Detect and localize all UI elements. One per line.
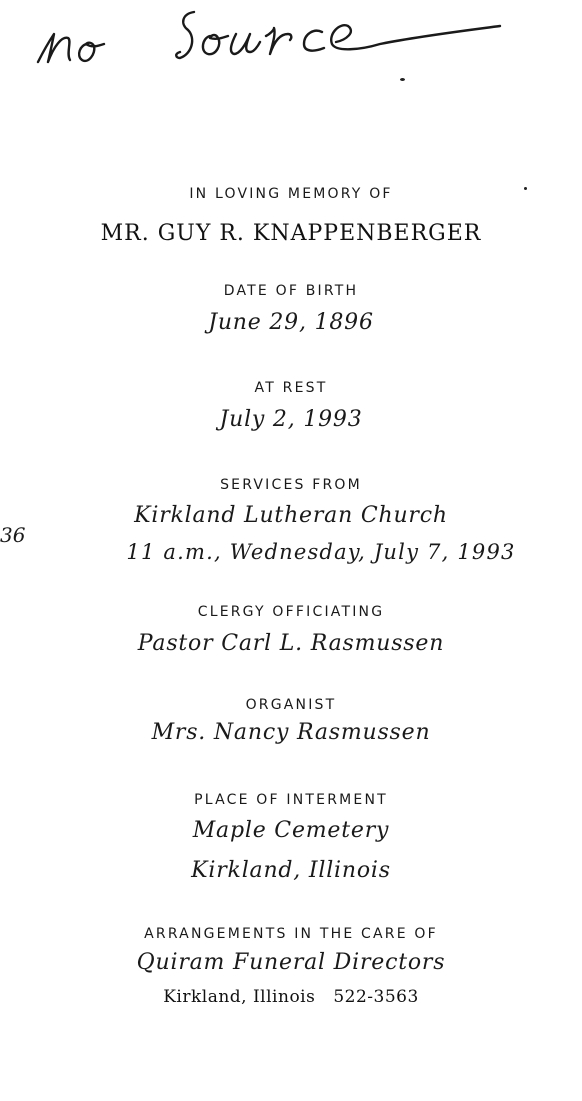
scan-speck xyxy=(400,78,405,81)
interment-city: Kirkland, Illinois xyxy=(191,858,391,883)
heading: IN LOVING MEMORY OF xyxy=(189,186,393,202)
services-time: 11 a.m., Wednesday, July 7, 1993 xyxy=(126,540,516,564)
rest-label: AT REST xyxy=(254,380,328,396)
birth-label: DATE OF BIRTH xyxy=(223,283,359,299)
organist-label: ORGANIST xyxy=(245,697,337,713)
birth-date: June 29, 1896 xyxy=(208,310,374,335)
services-place: Kirkland Lutheran Church xyxy=(134,503,448,528)
services-label: SERVICES FROM xyxy=(220,477,362,493)
funeral-director: Quiram Funeral Directors xyxy=(136,950,446,975)
arrangements-label: ARRANGEMENTS IN THE CARE OF xyxy=(144,926,438,942)
handwritten-note-drawing xyxy=(30,0,510,80)
clergy-label: CLERGY OFFICIATING xyxy=(197,604,385,620)
handwritten-note xyxy=(30,0,510,80)
director-city: Kirkland, Illinois xyxy=(163,987,316,1007)
director-phone: 522-3563 xyxy=(333,987,419,1007)
clergy-name: Pastor Carl L. Rasmussen xyxy=(137,631,445,656)
director-contact xyxy=(0,987,582,1007)
interment-place: Maple Cemetery xyxy=(192,818,390,843)
rest-date: July 2, 1993 xyxy=(219,407,363,432)
decedent-name: MR. GUY R. KNAPPENBERGER xyxy=(100,221,482,246)
margin-fragment: 36 xyxy=(0,523,26,547)
organist-name: Mrs. Nancy Rasmussen xyxy=(151,720,431,745)
interment-label: PLACE OF INTERMENT xyxy=(194,792,388,808)
